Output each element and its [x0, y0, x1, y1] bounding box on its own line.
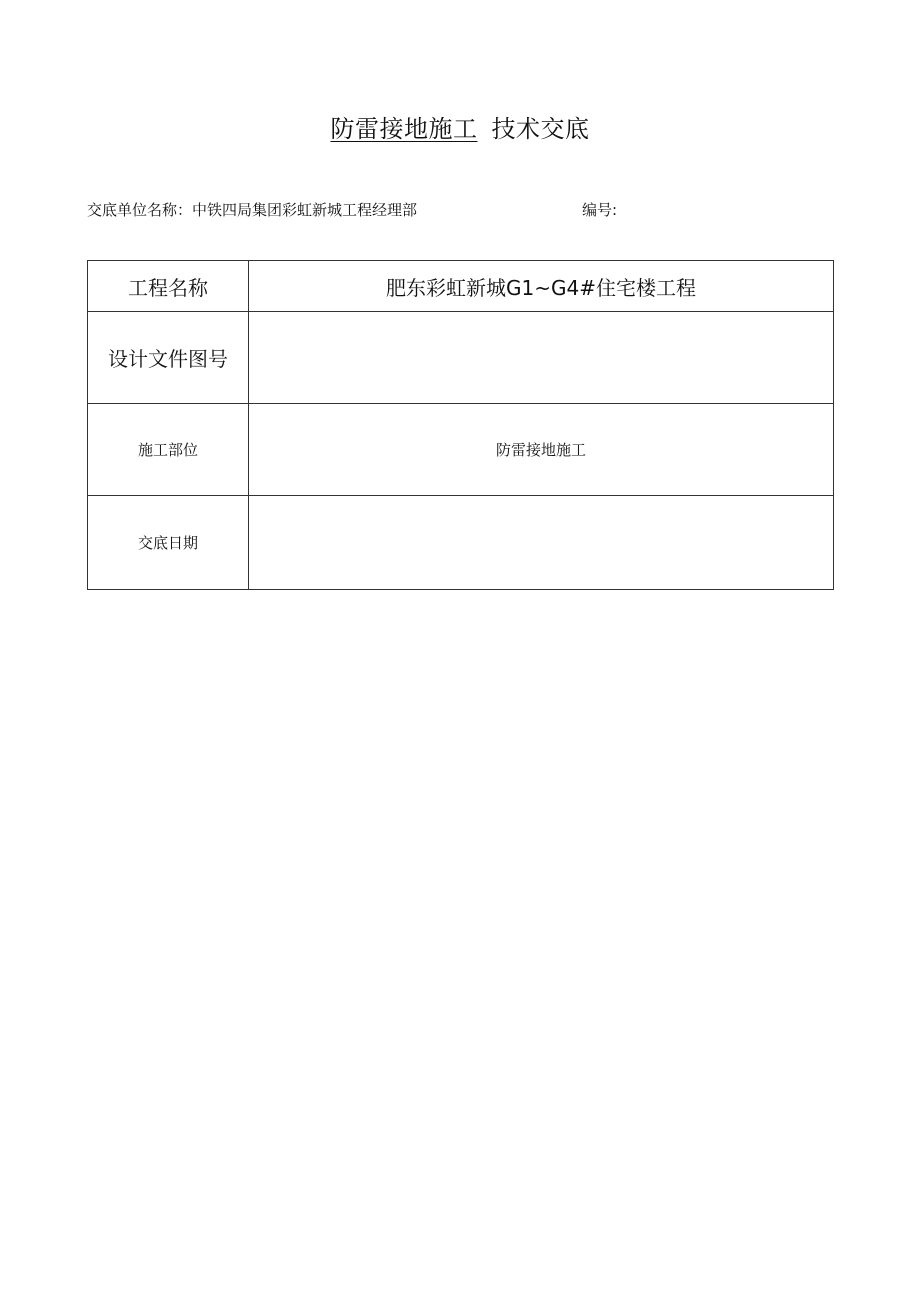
table-row-project-name	[88, 261, 834, 312]
unit-value: 中铁四局集团彩虹新城工程经理部	[192, 201, 418, 219]
title-main: 防雷接地施工	[330, 115, 478, 143]
unit-label: 交底单位名称：	[87, 201, 193, 219]
document-title	[0, 111, 920, 147]
table-row-construction-part	[88, 404, 834, 496]
table-row-disclosure-date	[88, 496, 834, 590]
construction-part-value: 防雷接地施工	[249, 404, 834, 496]
title-sub: 技术交底	[491, 115, 590, 143]
disclosure-table	[87, 260, 834, 590]
code-label: 编号:	[582, 201, 618, 219]
drawing-number-label: 设计文件图号	[88, 312, 249, 404]
unit-info	[87, 199, 417, 221]
table-row-drawing-number	[88, 312, 834, 404]
project-name-value: 肥东彩虹新城G1~G4#住宅楼工程	[249, 261, 834, 312]
project-name-label: 工程名称	[88, 261, 249, 312]
disclosure-date-value	[249, 496, 834, 590]
disclosure-date-label: 交底日期	[88, 496, 249, 590]
construction-part-label: 施工部位	[88, 404, 249, 496]
drawing-number-value	[249, 312, 834, 404]
info-row	[87, 199, 832, 221]
